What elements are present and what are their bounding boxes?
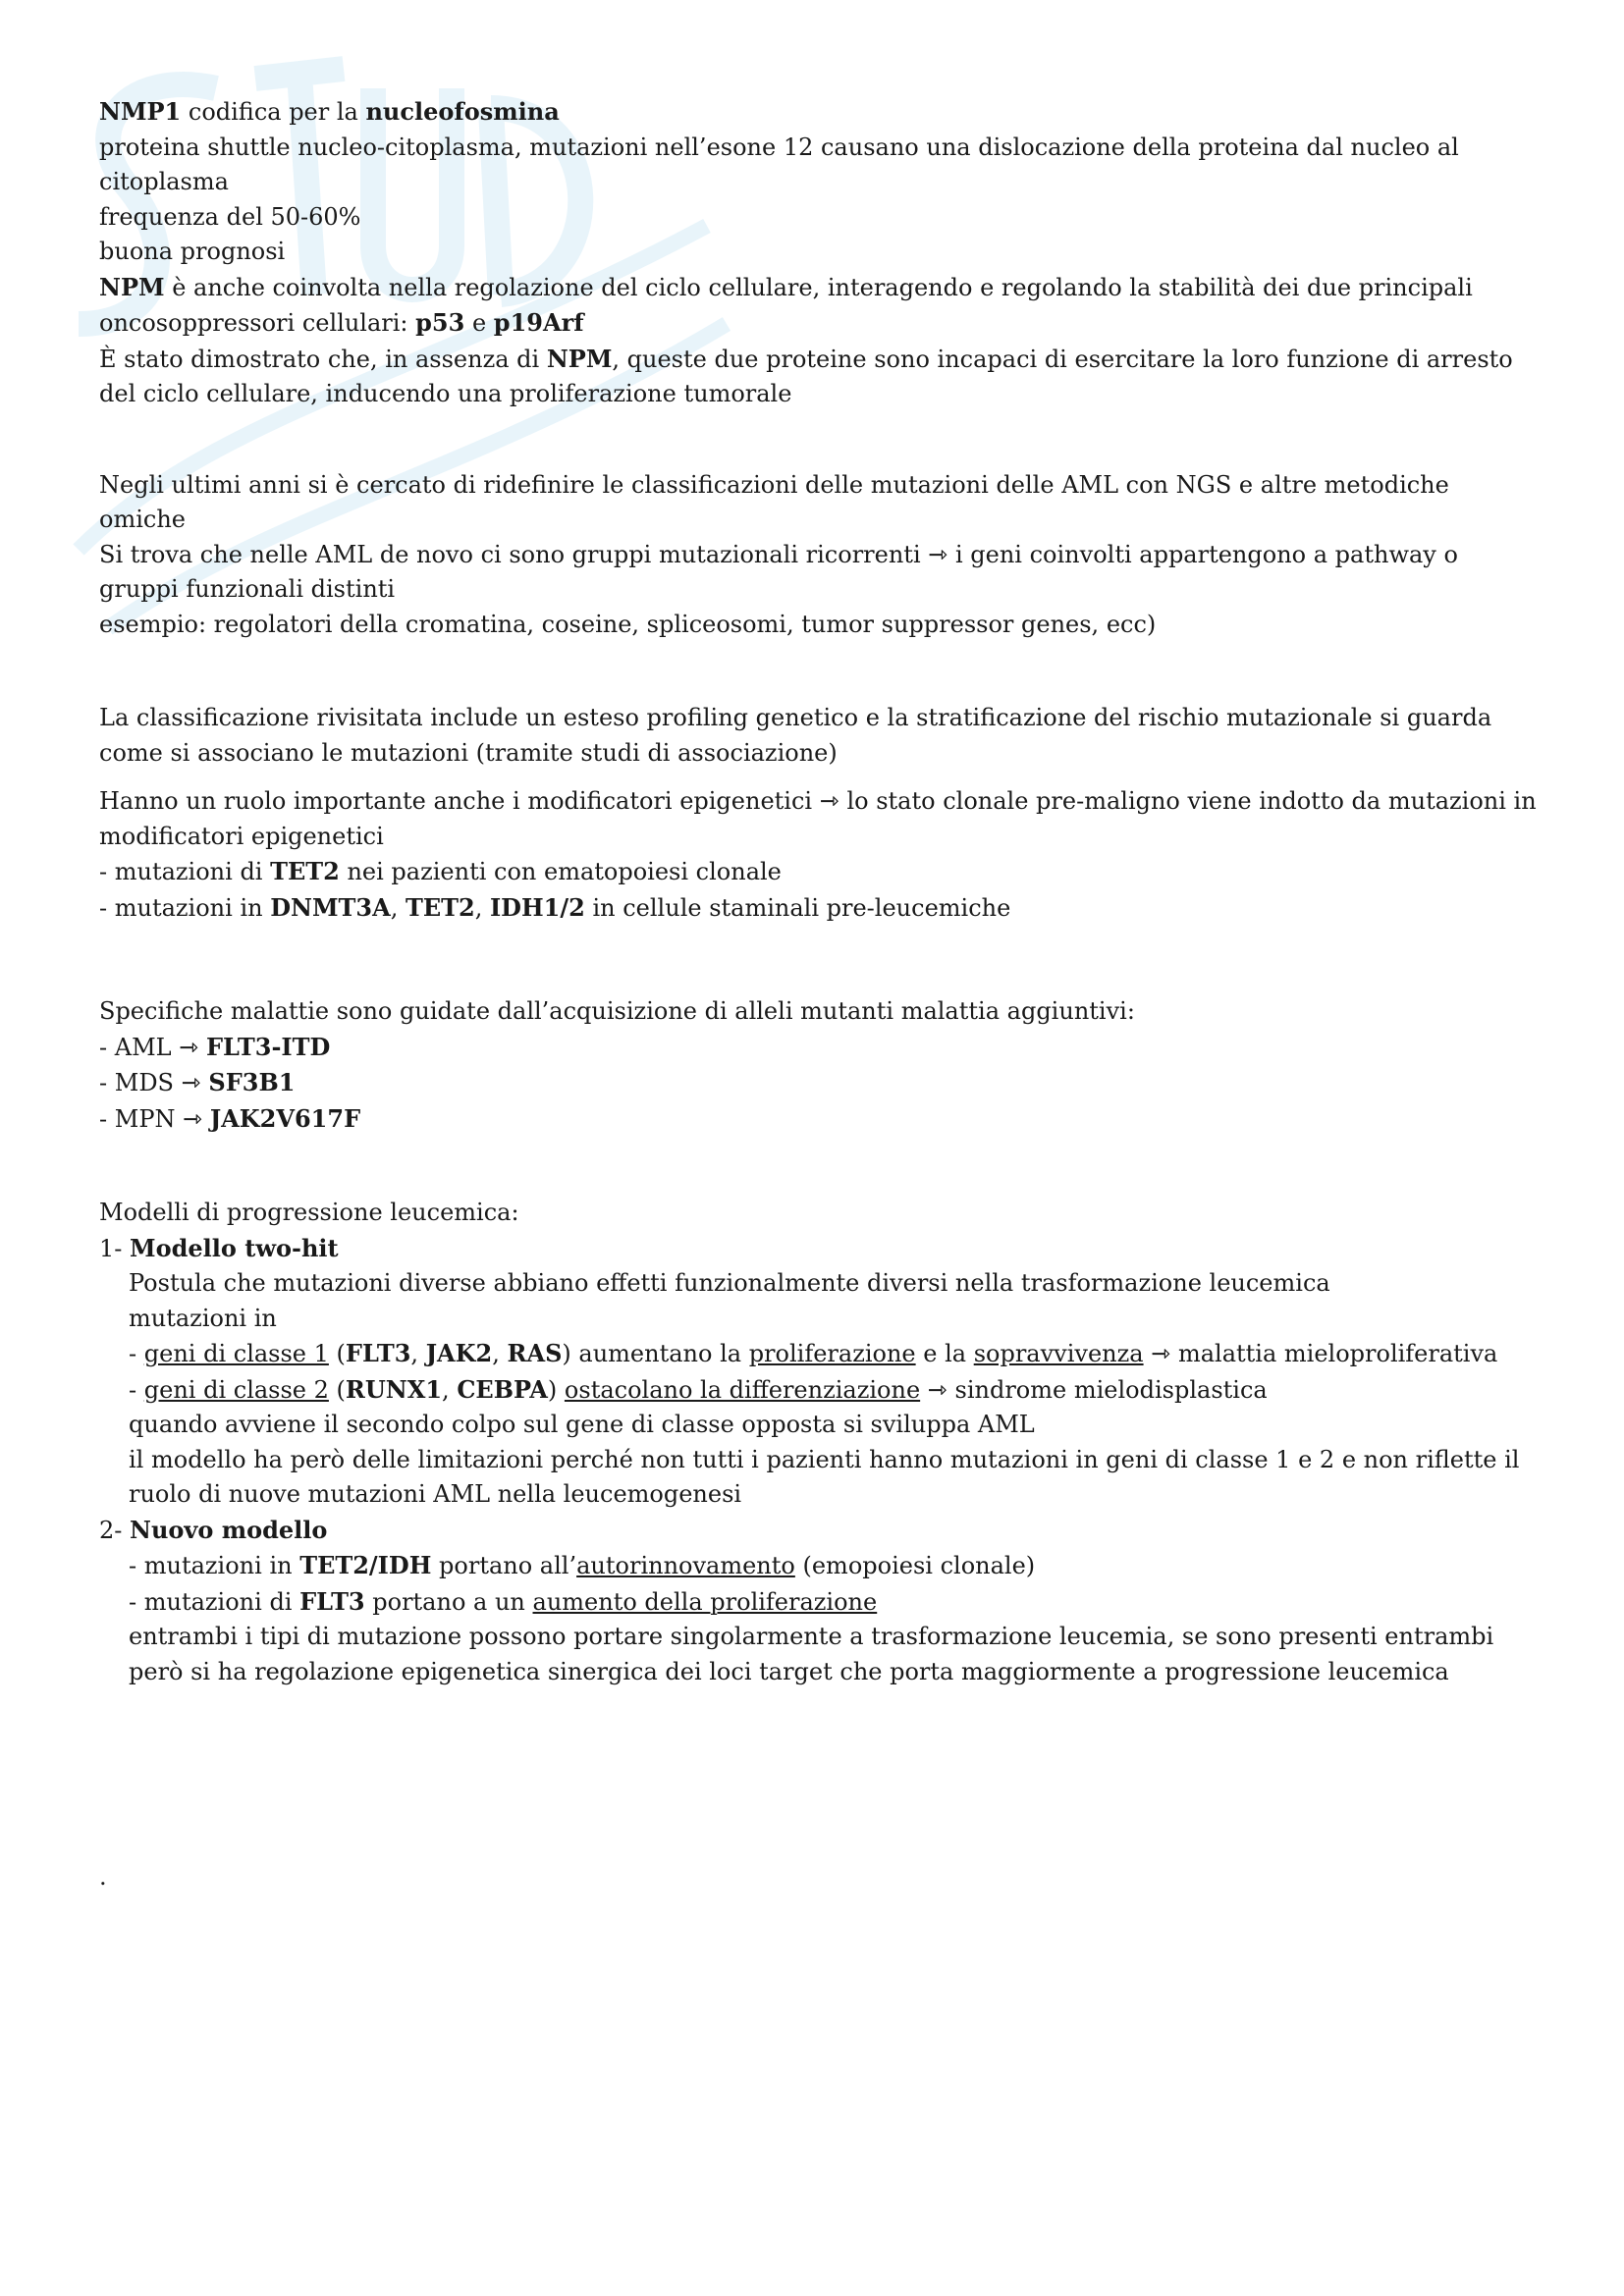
gene-name: FLT3 bbox=[345, 1339, 411, 1367]
gene-name: NPM bbox=[546, 344, 613, 373]
section-epigenetic-modifiers bbox=[99, 784, 1543, 926]
list-item bbox=[99, 890, 1543, 927]
text: ⇾ malattia mieloproliferativa bbox=[1143, 1340, 1498, 1367]
gene-name: JAK2V617F bbox=[209, 1103, 361, 1133]
line: quando avviene il secondo colpo sul gene di classe opposta si sviluppa AML bbox=[129, 1411, 1035, 1438]
text: e bbox=[464, 309, 494, 337]
gene-name: NPM bbox=[99, 272, 165, 301]
gene-name: p53 bbox=[415, 308, 465, 337]
model-heading bbox=[99, 1231, 1543, 1267]
text: ) aumentano la bbox=[562, 1340, 749, 1367]
gene-name: TET2/IDH bbox=[299, 1551, 432, 1579]
line: Specifiche malattie sono guidate dall’acquisizione di alleli mutanti malattia aggiuntivi: bbox=[99, 997, 1135, 1025]
text: ⇾ sindrome mielodisplastica bbox=[920, 1375, 1268, 1404]
gene-name: RAS bbox=[507, 1339, 563, 1367]
text: nei pazienti con ematopoiesi clonale bbox=[339, 858, 782, 885]
gene-name: NMP1 bbox=[99, 97, 182, 126]
text: , bbox=[492, 1340, 508, 1367]
underlined-text: geni di classe 1 bbox=[143, 1340, 329, 1367]
underlined-text: proliferazione bbox=[748, 1340, 916, 1367]
gene-name: p19Arf bbox=[493, 308, 584, 337]
underlined-text: geni di classe 2 bbox=[143, 1375, 329, 1404]
underlined-text: autorinnovamento bbox=[576, 1552, 795, 1579]
text: È stato dimostrato che, in assenza di bbox=[99, 345, 547, 373]
text: , queste due proteine sono incapaci di esercitare la loro funzione di arresto del ciclo cellulare, inducendo una proliferazione tumorale bbox=[99, 345, 1513, 407]
text: portano a un bbox=[364, 1587, 533, 1616]
text: , bbox=[390, 893, 406, 922]
text: , bbox=[410, 1340, 426, 1367]
text: - mutazioni in bbox=[129, 1552, 300, 1579]
text: ) bbox=[547, 1375, 565, 1404]
list-item bbox=[99, 1548, 1543, 1584]
list-item bbox=[99, 1372, 1543, 1409]
section-progression-models bbox=[99, 1196, 1543, 1689]
text: ( bbox=[328, 1375, 346, 1404]
line bbox=[99, 342, 1543, 412]
line: esempio: regolatori della cromatina, coseine, spliceosomi, tumor suppressor genes, ecc) bbox=[99, 610, 1157, 638]
protein-name: nucleofosmina bbox=[365, 97, 560, 126]
text: - mutazioni in bbox=[99, 893, 271, 922]
model-heading bbox=[99, 1513, 1543, 1549]
section-npm1 bbox=[99, 94, 1543, 412]
line: frequenza del 50-60% bbox=[99, 202, 361, 231]
text: e la bbox=[915, 1340, 974, 1367]
text: portano all’ bbox=[431, 1552, 577, 1579]
list-item bbox=[99, 1101, 1543, 1138]
model-name: Modello two-hit bbox=[130, 1233, 339, 1262]
text: , bbox=[442, 1375, 458, 1404]
text: - MPN ⇾ bbox=[99, 1104, 210, 1133]
text: - mutazioni di bbox=[129, 1587, 300, 1616]
line bbox=[99, 270, 1543, 342]
text: - MDS ⇾ bbox=[99, 1069, 209, 1096]
gene-name: RUNX1 bbox=[345, 1374, 443, 1404]
gene-name: FLT3-ITD bbox=[205, 1032, 331, 1061]
gene-name: CEBPA bbox=[457, 1374, 548, 1404]
text: (emopoiesi clonale) bbox=[794, 1552, 1036, 1579]
line: il modello ha però delle limitazioni perché non tutti i pazienti hanno mutazioni in geni di classe 1 e 2 e non riflette il ruolo di nuove mutazioni AML nella leucemogenesi bbox=[129, 1445, 1520, 1508]
text: codifica per la bbox=[181, 98, 366, 126]
gene-name: TET2 bbox=[270, 857, 340, 885]
gene-name: FLT3 bbox=[299, 1586, 365, 1616]
text: - bbox=[129, 1375, 144, 1404]
gene-name: DNMT3A bbox=[270, 892, 391, 922]
list-item bbox=[99, 1030, 1543, 1066]
gene-name: SF3B1 bbox=[208, 1068, 296, 1096]
underlined-text: ostacolano la differenziazione bbox=[564, 1375, 921, 1404]
section-title: Modelli di progressione leucemica: bbox=[99, 1199, 519, 1226]
line: Postula che mutazioni diverse abbiano effetti funzionalmente diversi nella trasformazione leucemica bbox=[129, 1269, 1330, 1297]
document-body bbox=[99, 94, 1543, 1689]
trailing-dot: . bbox=[99, 1863, 107, 1891]
underlined-text: sopravvivenza bbox=[973, 1340, 1144, 1367]
gene-name: IDH1/2 bbox=[489, 892, 585, 922]
gene-name: JAK2 bbox=[425, 1339, 493, 1367]
line: Hanno un ruolo importante anche i modificatori epigenetici ⇾ lo stato clonale pre-maligno viene indotto da mutazioni in modificatori epigenetici bbox=[99, 787, 1537, 850]
text: ( bbox=[328, 1340, 346, 1367]
list-item bbox=[99, 1065, 1543, 1101]
section-ngs-classification bbox=[99, 468, 1543, 643]
line: buona prognosi bbox=[99, 238, 286, 265]
text: - AML ⇾ bbox=[99, 1033, 206, 1061]
text: è anche coinvolta nella regolazione del ciclo cellulare, interagendo e regolando la stabilità dei due principali oncosoppressori cellulari: bbox=[99, 273, 1473, 337]
text: in cellule staminali pre-leucemiche bbox=[584, 893, 1011, 922]
line: proteina shuttle nucleo-citoplasma, mutazioni nell’esone 12 causano una dislocazione della proteina dal nucleo al citoplasma bbox=[99, 133, 1459, 195]
underlined-text: aumento della proliferazione bbox=[532, 1587, 878, 1616]
line: Si trova che nelle AML de novo ci sono gruppi mutazionali ricorrenti ⇾ i geni coinvolti appartengono a pathway o gruppi funzionali distinti bbox=[99, 540, 1458, 603]
list-item bbox=[99, 854, 1543, 890]
line: La classificazione rivisitata include un esteso profiling genetico e la stratificazione del rischio mutazionale si guarda come si associano le mutazioni (tramite studi di associazione) bbox=[99, 704, 1492, 767]
text: - mutazioni di bbox=[99, 858, 271, 885]
section-revised-classification bbox=[99, 701, 1543, 771]
line bbox=[99, 94, 1543, 131]
text: , bbox=[474, 893, 490, 922]
list-item bbox=[99, 1336, 1543, 1372]
list-item bbox=[99, 1584, 1543, 1621]
model-number: 2- bbox=[99, 1516, 131, 1544]
line: entrambi i tipi di mutazione possono portare singolarmente a trasformazione leucemia, se sono presenti entrambi però si ha regolazione epigenetica sinergica dei loci target che porta maggiormente a progressione leucemica bbox=[129, 1623, 1494, 1685]
gene-name: TET2 bbox=[405, 892, 475, 922]
text: - bbox=[129, 1340, 144, 1367]
model-name: Nuovo modello bbox=[130, 1515, 328, 1544]
line: Negli ultimi anni si è cercato di ridefinire le classificazioni delle mutazioni delle AML con NGS e altre metodiche omiche bbox=[99, 470, 1449, 533]
model-number: 1- bbox=[99, 1234, 131, 1262]
line: mutazioni in bbox=[129, 1304, 277, 1332]
section-mutant-alleles bbox=[99, 994, 1543, 1137]
